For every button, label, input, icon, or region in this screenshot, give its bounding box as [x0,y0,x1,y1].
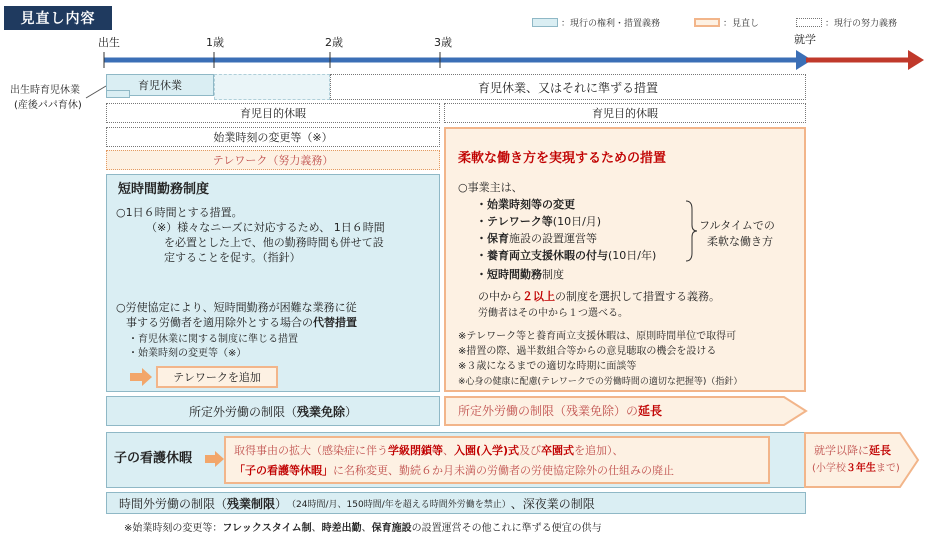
flexible-item1: ・始業時刻等の変更 [476,198,575,211]
flexible-item5-label: ・短時間勤務 [476,268,542,281]
add-arrow-icon [130,368,154,386]
sick-child-extend-school: (小学校 [812,463,846,474]
flexible-select-suffix: の制度を選択して措置する義務。 [555,290,720,303]
flexible-item2 [476,215,601,229]
sick-child-extend-word: 延長 [869,444,891,457]
fulltime-label1: フルタイムでの [699,219,775,232]
overtime-limit-night: 、深夜業の制限 [510,496,595,511]
overtime-right-text: 所定外労働の制限（残業免除）の [458,404,639,418]
sick-child-line1-c: 、 [443,444,454,457]
flexible-select-count: ２以上 [522,290,555,303]
flexible-item3 [476,232,597,246]
postnatal-leave-line2: (産後パパ育休) [14,100,82,111]
short-hours-line5: ○労使協定により、短時間勤務が困難な業務に従 [116,301,357,314]
overtime-exemption-left [106,396,440,426]
start-time-change: 始業時刻の変更等（※） [106,127,440,147]
sick-child-extend-prefix: 就学以降に [814,444,869,457]
footnote-staggered: 時差出勤 [321,523,362,534]
flexible-item2-frequency: (10日/月) [552,215,602,228]
overtime-left-prefix: 所定外労働の制限（ [188,404,297,419]
short-hours-line6 [126,316,357,330]
flexible-item3-text: 施設の設置運営等 [509,232,597,245]
postnatal-leave-line1: 出生時育児休業 [10,85,80,96]
sick-child-line1-e: 及び [519,444,542,457]
sick-child-line1 [234,444,624,458]
age-1: 1歳 [206,36,224,49]
legend-current-label: ：現行の権利・措置義務 [561,19,661,29]
footnote [124,522,602,536]
sick-child-extend-line2 [812,462,900,476]
postnatal-leave-bar [106,90,130,98]
flexible-item2-label: ・テレワーク等 [476,215,553,228]
overtime-right-extend: 延長 [638,404,663,418]
short-hours-line6-text: 事する労働者を適用除外とする場合の [126,316,313,329]
sick-child-graduation: 卒園式 [541,444,575,457]
fulltime-label2: 柔軟な働き方 [707,235,773,248]
telework-effort: テレワーク（努力義務） [106,150,440,170]
sick-child-line1-g: を追加）、 [574,444,624,457]
sick-child-label: 子の看護休暇 [114,451,193,466]
flexible-item4-label: ・養育両立支援休暇の付与 [476,249,608,262]
flexible-item3-label: ・保育 [476,232,509,245]
purpose-leave-left: 育児目的休暇 [106,103,440,123]
timeline-arrows [0,0,939,80]
flexible-note1: ※テレワーク等と養育両立支援休暇は、原則時間単位で取得可 [458,331,737,342]
flexible-item5-text: 制度 [542,268,564,281]
age-2: 2歳 [325,36,343,49]
flexible-employer: ○事業主は、 [458,181,523,194]
short-hours-line2: （※）様々なニーズに対応するため、 1日６時間 [146,221,385,234]
overtime-limit-detail: （24時間/月、150時間/年を超える時間外労働を禁止） [287,499,511,510]
overtime-limit-prefix: 時間外労働の制限（ [119,496,228,511]
age-birth: 出生 [98,36,120,49]
overtime-left-suffix: ） [345,404,358,419]
childcare-leave-extension [214,74,330,100]
flexible-note3: ※３歳になるまでの適切な時期に面談等 [458,361,637,372]
short-hours-line1: ○1日６時間とする措置。 [116,206,243,219]
sick-child-line2-text: に名称変更、勤続６か月未満の労働者の労使協定除外の仕組みの廃止 [333,464,674,477]
flexible-note4: ※心身の健康に配慮(テレワークでの労働時間の適切な把握等)（指針） [458,377,743,387]
sick-child-new-name: 「子の看護等休暇」 [234,464,333,477]
sick-child-line1-a: 取得事由の拡大（感染症に伴う [234,444,388,457]
childcare-leave-or-measures: 育児休業、又はそれに準ずる措置 [330,74,806,100]
sick-child-extend-grade: ３年生 [845,463,876,474]
add-telework: テレワークを追加 [156,366,278,388]
sick-child-class-closure: 学級閉鎖等 [388,444,443,457]
footnote-prefix: ※始業時刻の変更等： [124,523,223,534]
fulltime-brace [684,199,698,263]
sick-child-extend-line1 [814,444,891,458]
overtime-limit-bold: 残業制限 [227,496,276,511]
sick-child-extend-until: まで) [875,463,900,474]
postnatal-connector [84,82,108,102]
footnote-suffix: の設置運営その他これに準ずる便宜の供与 [411,523,602,534]
timeline-red-arrowhead [908,50,924,70]
flexible-heading: 柔軟な働き方を実現するための措置 [458,151,667,166]
age-3: 3歳 [434,36,452,49]
childcare-leave: 育児休業 [106,74,214,96]
short-hours-line4: 定することを促す。（指針） [164,251,301,264]
flexible-select-line2: 労働者はその中から１つ選べる。 [478,308,628,319]
sick-child-entrance: 入園(入学)式 [454,444,520,457]
legend-effort-label: ：現行の努力義務 [825,19,898,29]
legend-revision-label: ：見直し [723,19,760,29]
flexible-select-prefix: の中から [478,290,522,303]
flexible-item4 [476,249,656,263]
overtime-exemption-right [458,404,662,418]
footnote-nursery: 保育施設 [371,523,412,534]
flexible-item5 [476,268,564,282]
age-school: 就学 [794,33,816,46]
short-hours-bullet2: ・始業時刻の変更等（※） [128,348,247,359]
short-hours-bullet1: ・育児休業に関する制度に準じる措置 [128,334,298,345]
short-hours-line3: を必置とした上で、他の勤務時間も併せて設 [164,236,384,249]
flexible-item4-frequency: (10日/年) [608,249,657,262]
purpose-leave-right: 育児目的休暇 [444,103,806,123]
sick-child-extension-arrow [804,432,920,488]
footnote-sep1: 、 [311,523,322,534]
overtime-limit-row [106,492,806,514]
footnote-sep2: 、 [361,523,372,534]
short-hours-alternative: 代替措置 [313,316,357,329]
flexible-note2: ※措置の際、過半数組合等からの意見聴取の機会を設ける [458,346,717,357]
page-title: 見直し内容 [4,6,112,30]
sick-child-arrow-icon [205,451,225,467]
short-hours-heading: 短時間勤務制度 [118,182,210,197]
sick-child-line2 [234,464,674,478]
footnote-flextime: フレックスタイム制 [222,523,312,534]
overtime-left-bold: 残業免除 [296,404,345,419]
overtime-limit-close: ） [275,496,288,511]
flexible-select-line1 [478,290,720,304]
